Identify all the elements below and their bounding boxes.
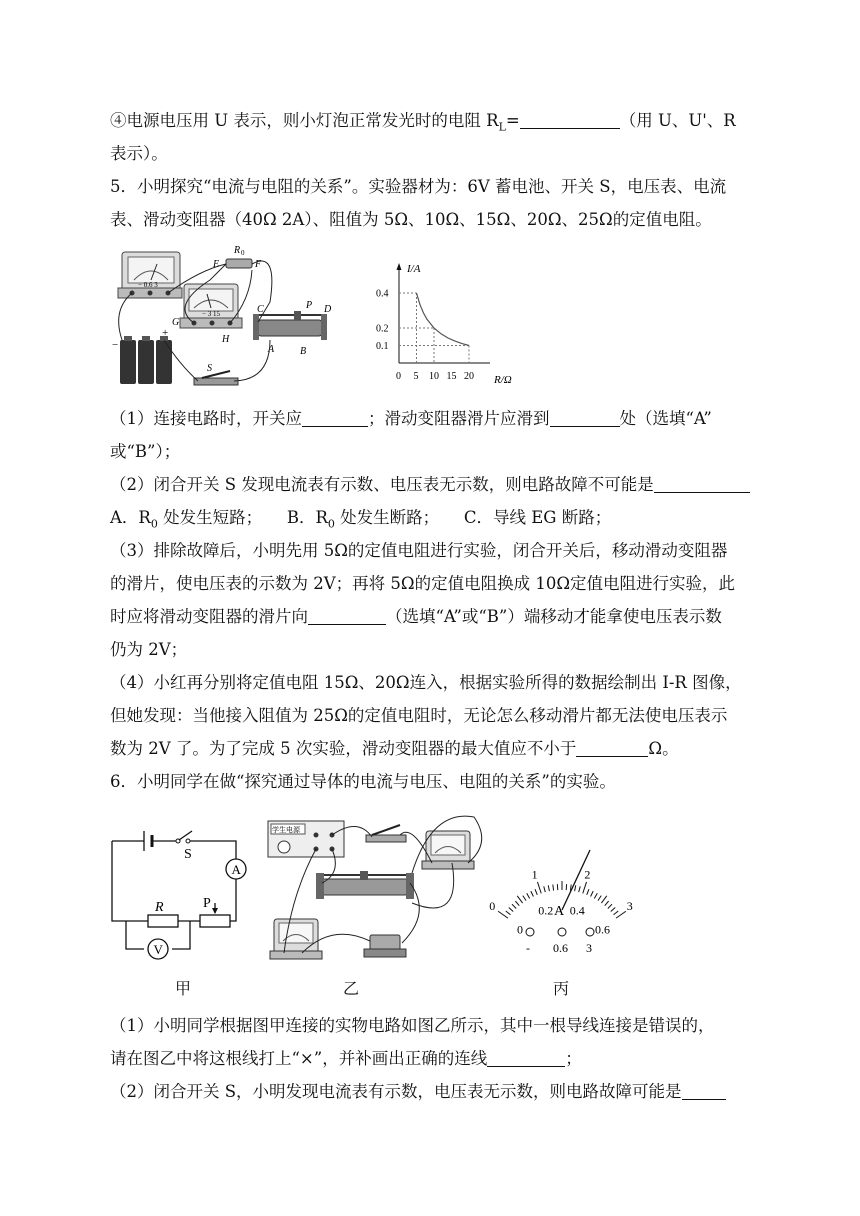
dial-tick-3 bbox=[512, 904, 516, 908]
voltmeter-icon bbox=[180, 284, 242, 328]
label-F: F bbox=[255, 259, 262, 270]
dial-tick-24 bbox=[598, 896, 601, 901]
dial-tick-28 bbox=[611, 908, 615, 912]
q6-part2: （2）闭合开关 S，小明发现电流表有示数，电压表无示数，则电路故障可能是 bbox=[110, 1080, 726, 1104]
dial-unit: A bbox=[554, 904, 565, 919]
answer-blank[interactable] bbox=[550, 408, 620, 427]
physical-circuit-yi bbox=[262, 813, 492, 971]
answer-blank[interactable] bbox=[308, 606, 386, 625]
i-r-graph bbox=[372, 255, 522, 390]
q5-part3: （3）排除故障后，小明先用 5Ω的定值电阻进行实验，闭合开关后，移动滑动变阻器 bbox=[110, 541, 728, 560]
dial-tick-6 bbox=[523, 896, 526, 901]
resistor-label: R bbox=[155, 900, 164, 915]
dial-tick-5 bbox=[517, 896, 522, 903]
label-P: P bbox=[306, 300, 313, 311]
q5-part2: （2）闭合开关 S 发现电流表有示数、电压表无示数，则电路故障不可能是 bbox=[110, 473, 750, 497]
x-tick-0: 0 bbox=[396, 371, 401, 382]
line-11: 时应将滑动变阻器的滑片向 （选填“A”或“B”）端移动才能拿使电压表示数 bbox=[110, 607, 722, 626]
slider-label: P bbox=[203, 896, 211, 911]
label-R0: R bbox=[234, 245, 241, 256]
label-G: G bbox=[172, 317, 180, 328]
dial-tick-12 bbox=[548, 885, 549, 891]
answer-blank[interactable] bbox=[654, 474, 750, 493]
label-plus: + bbox=[162, 327, 169, 339]
line-18: 请在图乙中将这根线打上“×”，并补画出正确的连线 ； bbox=[110, 1049, 582, 1068]
ammeter-icon bbox=[118, 252, 182, 298]
rheostat-icon bbox=[316, 871, 414, 899]
dial-tick-27 bbox=[608, 904, 612, 908]
voltmeter-label: V bbox=[153, 942, 163, 957]
terminal-0-6[interactable] bbox=[558, 928, 566, 936]
dial-tick-10 bbox=[537, 882, 541, 893]
dial-tick-29 bbox=[614, 911, 619, 915]
slider-arrow bbox=[212, 908, 218, 914]
dial-tick-26 bbox=[605, 901, 609, 906]
dial-tick-25 bbox=[601, 896, 606, 903]
schematic-wires bbox=[112, 841, 236, 949]
ammeter-terminal-labels: − 0.6 3 bbox=[138, 281, 158, 289]
dial-tick-21 bbox=[587, 889, 589, 895]
line-6: 或“B”）； bbox=[110, 442, 181, 461]
dial-tick-19 bbox=[579, 886, 581, 892]
line-12: 仍为 2V； bbox=[110, 640, 188, 659]
dial-upper-1: 1 bbox=[531, 867, 538, 882]
terminal-label-0-6: 0.6 bbox=[553, 941, 568, 955]
dial-tick-13 bbox=[553, 885, 554, 891]
dial-tick-11 bbox=[544, 886, 546, 892]
dial-upper-0: 0 bbox=[489, 898, 496, 913]
x-tick-15: 15 bbox=[446, 371, 457, 382]
rheostat-symbol bbox=[200, 915, 230, 927]
x-tick-labels bbox=[396, 371, 474, 382]
y-tick-0.4: 0.4 bbox=[376, 288, 389, 300]
dial-tick-20 bbox=[583, 882, 587, 893]
dial-tick-9 bbox=[535, 889, 537, 895]
switch-icon bbox=[194, 371, 238, 385]
y-axis-arrow bbox=[397, 263, 402, 270]
ammeter-label: A bbox=[231, 862, 241, 877]
dial-lower-0.2: 0.2 bbox=[538, 903, 554, 918]
voltmeter-icon bbox=[270, 919, 322, 959]
terminal-label-3: 3 bbox=[586, 941, 592, 955]
dial-tick-7 bbox=[527, 893, 530, 898]
series-curve bbox=[417, 293, 470, 346]
answer-blank[interactable] bbox=[302, 408, 368, 427]
y-tick-0.1: 0.1 bbox=[376, 341, 389, 352]
label-S: S bbox=[207, 363, 212, 374]
dial-tick-1 bbox=[506, 911, 511, 915]
line-4: 表、滑动变阻器（40Ω 2A）、阻值为 5Ω、10Ω、15Ω、20Ω、25Ω的定值电阻。 bbox=[110, 210, 712, 229]
question-5-stem: 5．小明探究“电流与电阻的关系”。实验器材为：6V 蓄电池、开关 S，电压表、电流 bbox=[110, 177, 727, 196]
terminal-minus[interactable] bbox=[526, 928, 534, 936]
battery-icon bbox=[120, 336, 172, 384]
y-axis-label: I/A bbox=[407, 263, 421, 275]
answer-blank[interactable] bbox=[576, 738, 648, 757]
switch-symbol bbox=[176, 831, 192, 843]
line-10: 的滑片，使电压表的示数为 2V；再将 5Ω的定值电阻换成 10Ω定值电阻进行实验，此 bbox=[110, 574, 736, 593]
label-H: H bbox=[222, 334, 230, 345]
dial-tick-4 bbox=[515, 901, 519, 906]
ammeter-dial-bing bbox=[478, 838, 658, 964]
line-2: 表示）。 bbox=[110, 144, 168, 163]
dial-lower-0: 0 bbox=[517, 922, 524, 937]
x-tick-5: 5 bbox=[413, 371, 419, 382]
ammeter-icon bbox=[422, 831, 474, 869]
answer-blank[interactable] bbox=[520, 110, 620, 129]
dial-upper-2: 2 bbox=[584, 867, 591, 882]
line-q4-resistance: ④电源电压用 U 表示，则小灯泡正常发光时的电阻 $R_L=$ （用 U、U'、R bbox=[110, 111, 736, 134]
x-tick-20: 20 bbox=[464, 371, 474, 382]
resistor-symbol bbox=[148, 915, 178, 927]
terminal-3[interactable] bbox=[586, 928, 594, 936]
x-tick-10: 10 bbox=[429, 371, 439, 382]
dial-tick-23 bbox=[594, 893, 597, 898]
dial-lower-0.6: 0.6 bbox=[594, 922, 610, 937]
voltmeter-terminal-labels: − 3 15 bbox=[202, 310, 220, 318]
label-R0-sub: 0 bbox=[241, 249, 245, 257]
caption-yi: 乙 bbox=[343, 979, 360, 998]
q6-part1: （1）小明同学根据图甲连接的实物电路如图乙所示，其中一根导线连接是错误的， bbox=[110, 1016, 715, 1035]
caption-jia: 甲 bbox=[175, 979, 192, 998]
q5-part4: （4）小红再分别将定值电阻 15Ω、20Ω连入，根据实验所得的数据绘制出 I-R 图像， bbox=[110, 673, 742, 692]
power-supply-label: 学生电源 bbox=[272, 826, 300, 834]
question-6-stem: 6．小明同学在做“探究通过导体的电流与电压、电阻的关系”的实验。 bbox=[110, 772, 616, 791]
switch-icon bbox=[366, 825, 406, 842]
circuit-diagram-jia bbox=[108, 825, 256, 975]
dial-tick-2 bbox=[509, 908, 513, 912]
dial-tick-30 bbox=[616, 911, 626, 918]
switch-label: S bbox=[184, 847, 192, 862]
terminal-label-minus: - bbox=[526, 941, 530, 955]
dial-tick-0 bbox=[498, 911, 508, 918]
fixed-resistor-icon bbox=[226, 259, 252, 268]
dial-tick-8 bbox=[531, 891, 534, 896]
dial-tick-22 bbox=[591, 891, 594, 896]
label-D: D bbox=[324, 304, 332, 315]
label-E: E bbox=[213, 259, 220, 270]
label-A: A bbox=[268, 344, 275, 355]
answer-blank[interactable] bbox=[682, 1081, 726, 1100]
resistor-icon bbox=[364, 935, 406, 957]
rheostat-icon bbox=[253, 311, 327, 340]
answer-blank[interactable] bbox=[487, 1048, 565, 1067]
q5-circuit-figure bbox=[110, 240, 360, 390]
dial-lower-0.4: 0.4 bbox=[569, 903, 585, 918]
x-axis-label: R/Ω bbox=[494, 374, 512, 386]
y-tick-labels bbox=[376, 289, 389, 353]
line-14: 但她发现：当他接入阻值为 25Ω的定值电阻时，无论怎么移动滑片都无法使电压表示 bbox=[110, 706, 728, 725]
dial-tick-18 bbox=[575, 885, 576, 891]
label-B: B bbox=[300, 346, 307, 357]
battery-symbol bbox=[144, 831, 152, 851]
dial-upper-3: 3 bbox=[626, 898, 633, 913]
label-C: C bbox=[257, 304, 264, 315]
q5-part1: （1）连接电路时，开关应 ；滑动变阻器滑片应滑到 处（选填“A” bbox=[110, 409, 712, 428]
caption-bing: 丙 bbox=[553, 979, 570, 998]
label-minus: − bbox=[112, 339, 119, 351]
q5-part2-options: A．$R_0$ 处发生短路； B．$R_0$ 处发生断路； C．导线 EG 断路； bbox=[110, 508, 612, 531]
line-15: 数为 2V 了。为了完成 5 次实验，滑动变阻器的最大值应不小于 Ω。 bbox=[110, 739, 679, 758]
y-tick-0.2: 0.2 bbox=[376, 323, 389, 335]
